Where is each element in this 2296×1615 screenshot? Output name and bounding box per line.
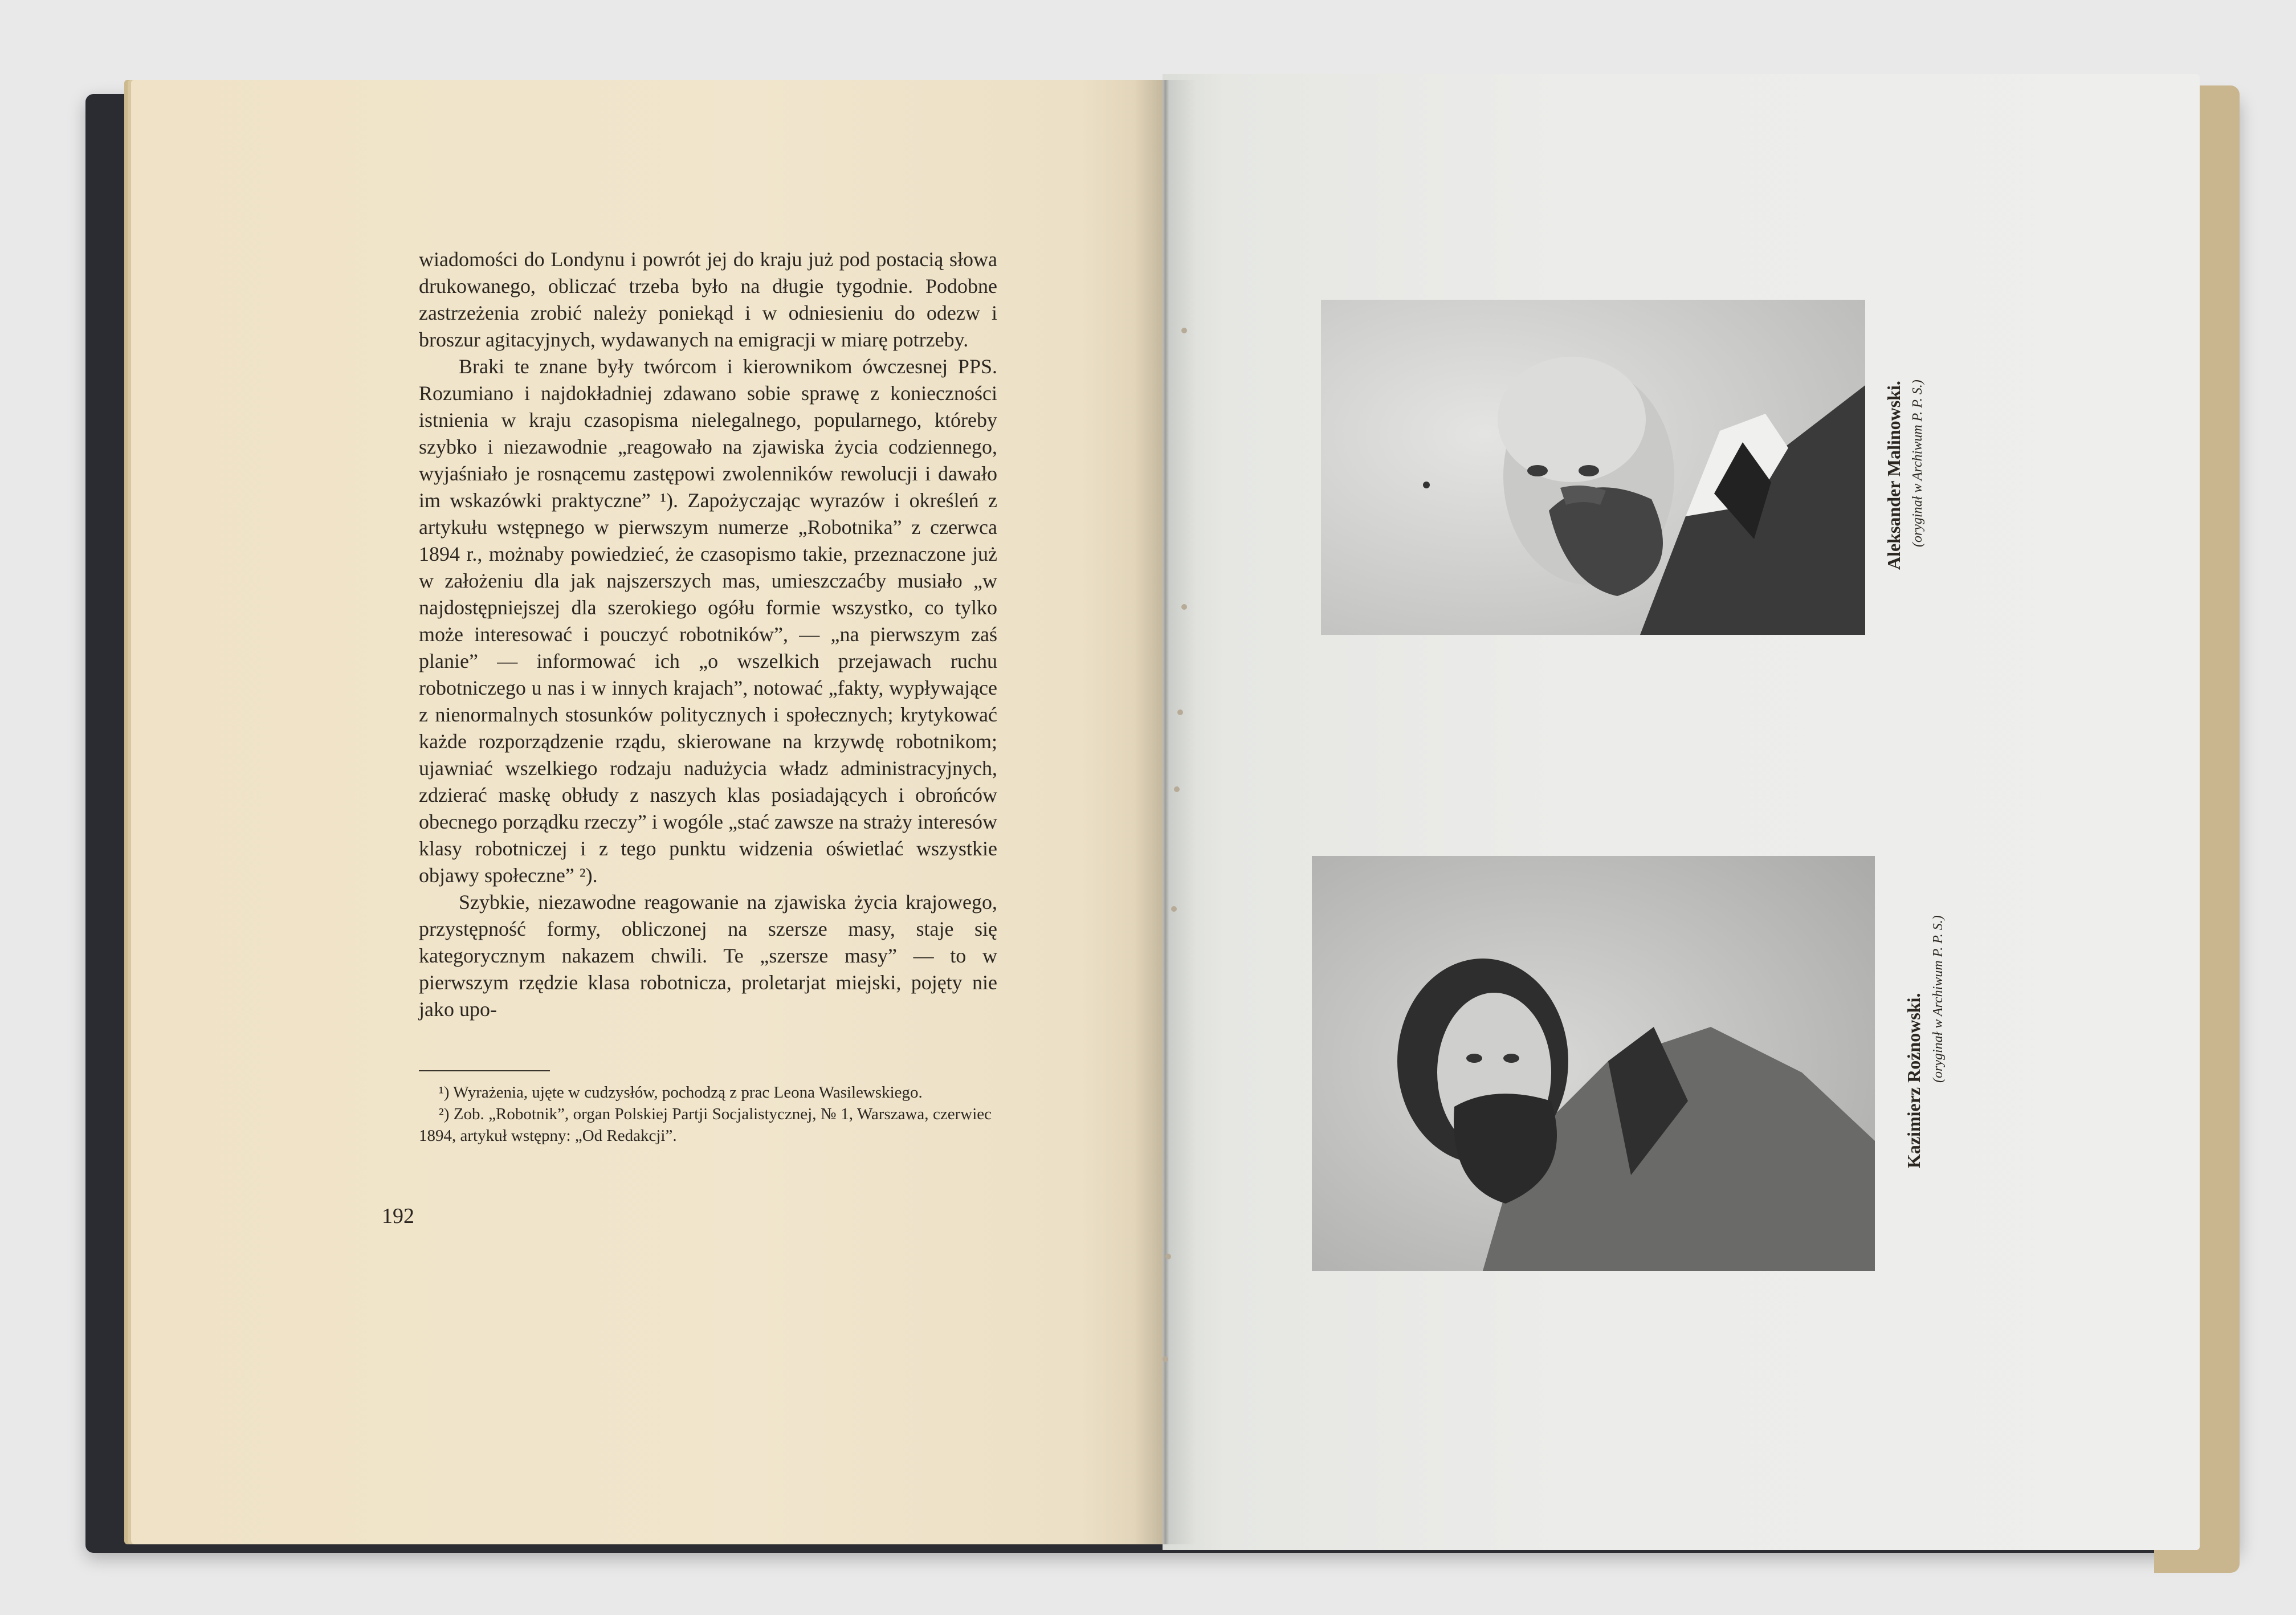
binding-stitch bbox=[1165, 1254, 1171, 1259]
book-gutter bbox=[1134, 80, 1197, 1544]
footnotes bbox=[419, 1082, 992, 1147]
caption-name-1: Aleksander Malinowski. bbox=[1883, 381, 1904, 570]
binding-stitch bbox=[1171, 906, 1177, 912]
binding-stitch bbox=[1174, 786, 1180, 792]
caption-source-2-wrap bbox=[1931, 915, 1946, 1083]
footnote-rule bbox=[419, 1070, 550, 1071]
binding-stitch bbox=[1181, 604, 1187, 610]
portrait-malinowski bbox=[1321, 300, 1865, 635]
portrait-malinowski-image bbox=[1321, 300, 1865, 635]
right-page bbox=[1163, 74, 2200, 1550]
caption-source-1: (oryginał w Archiwum P. P. S.) bbox=[1910, 380, 1925, 547]
paragraph-3: Szybkie, niezawodne reagowanie na zjawiska życia krajowego, przystępność formy, obliczonej na szersze masy, staje się kategorycznym nakazem chwili. Te „szersze masy” — to w pierwszym rzędzie klasa robotnicza, proletarjat miejski, pojęty nie jako upo- bbox=[419, 891, 997, 1021]
caption-source-2: (oryginał w Archiwum P. P. S.) bbox=[1931, 915, 1946, 1083]
portrait-roznowski-image bbox=[1312, 856, 1875, 1271]
paragraph-1: wiadomości do Londynu i powrót jej do kraju już pod postacią słowa drukowanego, obliczać trzeba było na długie tygodnie. Podobne zastrzeżenia zrobić należy poniekąd i w odniesieniu do odezw i broszur agitacyjnych, wydawanych na emigracji w miarę potrzeby. bbox=[419, 248, 997, 351]
paragraph-2: Braki te znane były twórcom i kierownikom ówczesnej PPS. Rozumiano i najdokładniej zdawano sobie sprawę z konieczności istnienia w kraju czasopisma nielegalnego, popularnego, któreby szybko i niezawodnie „reagowało na zjawiska życia codziennego, wyjaśniało je rosnącemu zastępowi zwolenników rewolucji i dawało im wskazówki praktyczne” ¹). Zapożyczając wyrazów i określeń z artykułu wstępnego w pierwszym numerze „Robotnika” z czerwca 1894 r., możnaby powiedzieć, że czasopismo takie, przeznaczone już w założeniu dla jak najszerszych mas, umieszczaćby musiało „w najdostępniejszej dla szerokiego ogółu formie wszystko, co tylko może interesować i pouczyć robotników”, — „na pierwszym zaś planie” — informować ich „o wszelkich przejawach ruchu robotniczego u nas i w innych krajach”, notować „fakty, wypływające z nienormalnych stosunków politycznych i społecznych; krytykować każde rozporządzenie rządu, skierowane na krzywdę robotnikom; ujawniać wszelkiego rodzaju nadużycia władz administracyjnych, zdzierać maskę obłudy z naszych klas posiadających i obrońców obecnego porządku rzeczy” i wogóle „stać zawsze na straży interesów klasy robotniczej i z tego punktu widzenia oświetlać wszystkie objawy społeczne” ²). bbox=[419, 355, 997, 887]
portrait-roznowski bbox=[1312, 856, 1875, 1271]
caption-name-2: Kazimierz Rożnowski. bbox=[1903, 993, 1924, 1168]
left-page-text bbox=[419, 246, 997, 1023]
footnote-2: ²) Zob. „Robotnik”, organ Polskiej Partji Socjalistycznej, № 1, Warszawa, czerwiec 1894, artykuł wstępny: „Od Redakcji”. bbox=[419, 1105, 992, 1145]
binding-stitch bbox=[1181, 328, 1187, 333]
binding-stitch bbox=[1177, 709, 1183, 715]
caption-source-1-wrap bbox=[1910, 380, 1926, 547]
footnote-1: ¹) Wyrażenia, ujęte w cudzysłów, pochodzą z prac Leona Wasilewskiego. bbox=[439, 1083, 923, 1102]
binding-stitch bbox=[1163, 1356, 1168, 1362]
caption-roznowski bbox=[1903, 993, 1924, 1169]
caption-malinowski bbox=[1883, 381, 1905, 570]
page-number: 192 bbox=[382, 1204, 414, 1228]
